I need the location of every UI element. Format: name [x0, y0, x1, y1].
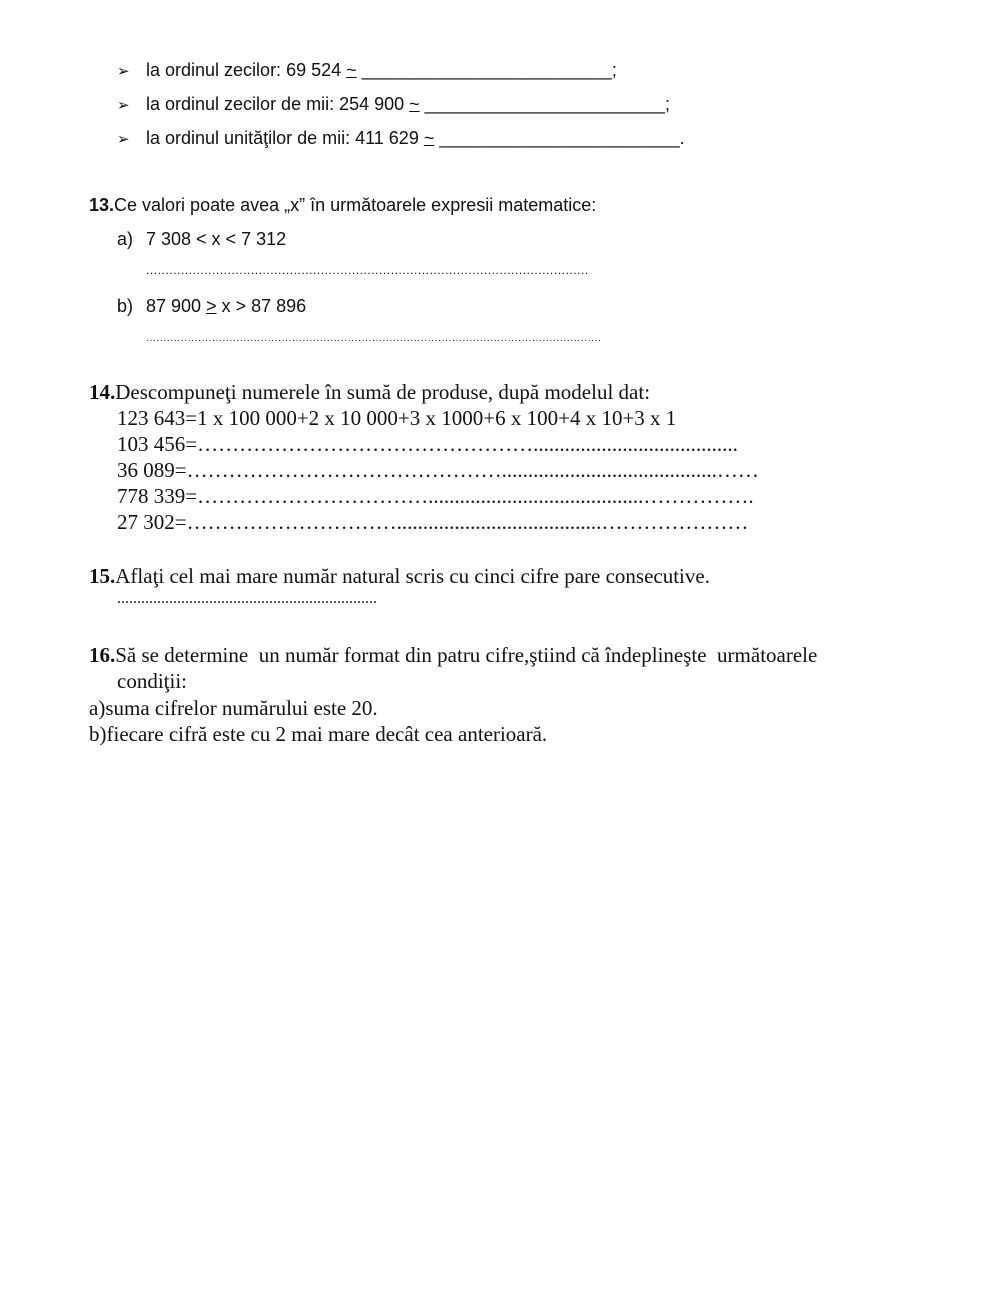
- question-heading: [89, 564, 710, 589]
- question-number: 13.: [89, 195, 115, 215]
- arrow-bullet-icon: ➢: [117, 62, 130, 80]
- arrow-bullet-icon: ➢: [117, 130, 130, 148]
- subitem-label: b): [117, 296, 134, 316]
- subitem-label: a): [117, 229, 134, 249]
- question-heading: [89, 643, 817, 668]
- question-text: Ce valori poate avea „x” în următoarele expresii matematice:: [114, 195, 597, 215]
- answer-dots[interactable]: .................................................................: [117, 590, 377, 607]
- question-number: 16.: [89, 643, 116, 667]
- answer-blank[interactable]: _________________________: [356, 60, 612, 80]
- question-text: Descompuneţi numerele în sumă de produse, după modelul dat:: [115, 380, 651, 404]
- inequality-a: 7 308 < x < 7 312: [146, 229, 287, 249]
- approx-symbol: ~: [346, 60, 357, 80]
- question-text-continued: condiţii:: [117, 669, 187, 693]
- question-heading: [89, 380, 650, 405]
- arrow-bullet-icon: ➢: [117, 96, 130, 114]
- question-number: 15.: [89, 564, 116, 588]
- inequality-part: x > 87 896: [216, 296, 307, 316]
- model-example: 123 643=1 x 100 000+2 x 10 000+3 x 1000+6 x 100+4 x 10+3 x 1: [117, 406, 677, 430]
- line-end: ;: [664, 94, 670, 114]
- condition-b: b)fiecare cifră este cu 2 mai mare decât cea anterioară.: [89, 722, 548, 746]
- answer-dots[interactable]: ..................................................................................................................: [146, 263, 589, 277]
- rounding-item: [146, 94, 670, 115]
- decomposition-line[interactable]: 36 089=……………………………………….........................................……: [117, 458, 759, 482]
- decomposition-line[interactable]: 27 302=………………………….......................................…………………: [117, 510, 749, 534]
- question-text: Aflaţi cel mai mare număr natural scris cu cinci cifre pare consecutive.: [115, 564, 710, 588]
- inequality-b: [146, 296, 306, 317]
- question-heading: [89, 195, 596, 216]
- condition-a: a)suma cifrelor numărului este 20.: [89, 696, 378, 720]
- question-text: Să se determine un număr format din patru cifre,ştiind că îndeplineşte următoarele: [115, 643, 818, 667]
- decomposition-line[interactable]: 103 456=………………………………………….......................................: [117, 432, 738, 456]
- rounding-label: la ordinul zecilor: 69 524: [146, 60, 347, 80]
- line-end: .: [679, 128, 685, 148]
- approx-symbol: ~: [409, 94, 420, 114]
- subitem-a: [117, 229, 133, 250]
- geq-symbol: >: [206, 296, 217, 316]
- decomposition-line[interactable]: 778 339=…………………………….........................................…………….: [117, 484, 754, 508]
- rounding-label: la ordinul unităţilor de mii: 411 629: [146, 128, 424, 148]
- question-number: 14.: [89, 380, 116, 404]
- answer-dots[interactable]: ...................................................................................................................................: [146, 333, 602, 344]
- approx-symbol: ~: [423, 128, 435, 148]
- rounding-item: [146, 128, 685, 149]
- rounding-item: [146, 60, 617, 81]
- line-end: ;: [611, 60, 617, 80]
- answer-blank[interactable]: ________________________: [419, 94, 665, 114]
- rounding-label: la ordinul zecilor de mii: 254 900: [146, 94, 410, 114]
- answer-blank[interactable]: ________________________: [434, 128, 680, 148]
- inequality-part: 87 900: [146, 296, 207, 316]
- subitem-b: [117, 296, 133, 317]
